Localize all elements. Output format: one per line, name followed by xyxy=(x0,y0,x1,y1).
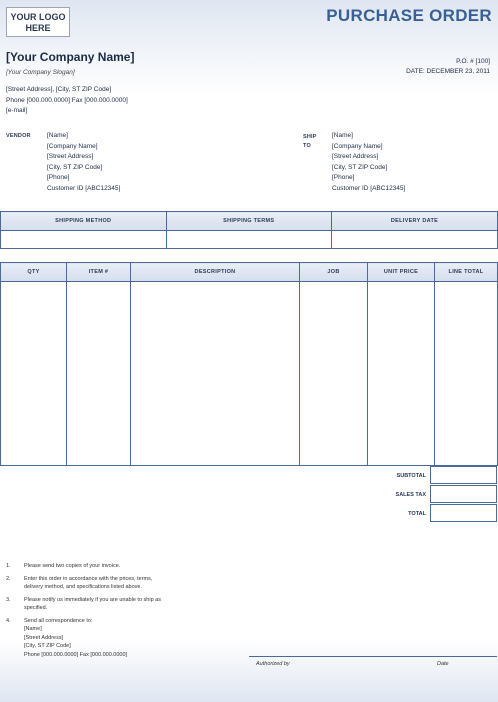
delivery-date-header: DELIVERY DATE xyxy=(332,212,498,231)
subtotal-field[interactable] xyxy=(430,466,497,484)
address-line: [Street Address], [City, ST ZIP Code] xyxy=(6,86,112,93)
item-number-cell[interactable] xyxy=(67,282,131,466)
logo-placeholder xyxy=(6,7,70,37)
vendor-phone: [Phone] xyxy=(47,174,70,181)
shipping-terms-header: SHIPPING TERMS xyxy=(166,212,332,231)
shipping-method-cell[interactable] xyxy=(1,231,167,249)
note-number: 1. xyxy=(6,563,11,569)
line-total-header: LINE TOTAL xyxy=(435,263,498,282)
correspondence-phone-fax: Phone [000.000.0000] Fax [000.000.0000] xyxy=(24,651,128,658)
note-text: Please notify us immediately if you are unable to ship as xyxy=(24,596,161,603)
unit-price-cell[interactable] xyxy=(368,282,435,466)
note-item xyxy=(6,562,246,571)
vendor-city: [City, ST ZIP Code] xyxy=(47,163,103,171)
logo-text-line1: YOUR LOGO xyxy=(10,12,66,22)
ship-customer-id: Customer ID [ABC12345] xyxy=(332,184,406,192)
description-cell[interactable] xyxy=(131,282,300,466)
signature-line xyxy=(249,656,497,657)
note-text: Send all correspondence to: xyxy=(24,617,93,624)
email-line: [e-mail] xyxy=(6,107,28,114)
correspondence-city: [City, ST ZIP Code] xyxy=(24,643,71,649)
po-date: DATE: DECEMBER 23, 2011 xyxy=(406,68,490,75)
authorized-by-label: Authorized by xyxy=(256,661,290,667)
vendor-name: [Name] xyxy=(47,132,68,139)
qty-cell[interactable] xyxy=(1,282,67,466)
vendor-label: VENDOR xyxy=(6,133,31,139)
note-text: delivery method, and specifications listed above. xyxy=(24,584,143,590)
ship-to-label-line2: TO xyxy=(303,143,311,149)
shipping-table xyxy=(0,211,498,249)
notes-list xyxy=(6,562,246,663)
note-item xyxy=(6,575,246,592)
subtotal-label: SUBTOTAL xyxy=(396,473,426,479)
ship-street: [Street Address] xyxy=(332,153,379,160)
ship-phone: [Phone] xyxy=(332,174,355,181)
sales-tax-field[interactable] xyxy=(430,485,497,503)
correspondence-name: [Name] xyxy=(24,626,42,632)
ship-to-label-line1: SHIP xyxy=(303,134,317,140)
company-name: [Your Company Name] xyxy=(6,50,135,64)
job-header: JOB xyxy=(300,263,368,282)
signature-date-label: Date xyxy=(437,661,449,667)
phone-fax-line: Phone [000.000.0000] Fax [000.000.0000] xyxy=(6,96,128,104)
description-header: DESCRIPTION xyxy=(131,263,300,282)
line-total-cell[interactable] xyxy=(435,282,498,466)
logo-text-line2: HERE xyxy=(25,23,51,33)
items-table xyxy=(0,262,498,466)
vendor-details xyxy=(47,131,120,194)
total-label: TOTAL xyxy=(408,511,426,517)
total-field[interactable] xyxy=(430,504,497,522)
vendor-street: [Street Address] xyxy=(47,153,94,160)
ship-to-label xyxy=(303,133,317,151)
note-item xyxy=(6,596,246,613)
po-number: P.O. # [100] xyxy=(456,58,490,65)
note-item xyxy=(6,617,246,660)
note-number: 3. xyxy=(6,596,11,603)
vendor-company: [Company Name] xyxy=(47,142,98,150)
note-text: Please send two copies of your invoice. xyxy=(24,563,121,569)
job-cell[interactable] xyxy=(300,282,368,466)
note-number: 4. xyxy=(6,617,11,624)
qty-header: QTY xyxy=(1,263,67,282)
document-title: PURCHASE ORDER xyxy=(326,6,492,25)
correspondence-street: [Street Address] xyxy=(24,634,64,641)
po-info xyxy=(406,57,490,77)
note-text: Enter this order in accordance with the prices, terms, xyxy=(24,575,153,582)
delivery-date-cell[interactable] xyxy=(332,231,498,249)
company-slogan: [Your Company Slogan] xyxy=(6,69,75,76)
ship-company: [Company Name] xyxy=(332,142,383,150)
note-number: 2. xyxy=(6,575,11,582)
unit-price-header: UNIT PRICE xyxy=(368,263,435,282)
shipping-terms-cell[interactable] xyxy=(166,231,332,249)
shipping-method-header: SHIPPING METHOD xyxy=(1,212,167,231)
note-text: specified. xyxy=(24,605,48,611)
item-number-header: ITEM # xyxy=(67,263,131,282)
ship-to-details xyxy=(332,131,405,194)
vendor-customer-id: Customer ID [ABC12345] xyxy=(47,184,121,192)
sales-tax-label: SALES TAX xyxy=(395,492,426,498)
company-address xyxy=(6,85,128,117)
ship-city: [City, ST ZIP Code] xyxy=(332,163,388,171)
ship-name: [Name] xyxy=(332,132,353,139)
